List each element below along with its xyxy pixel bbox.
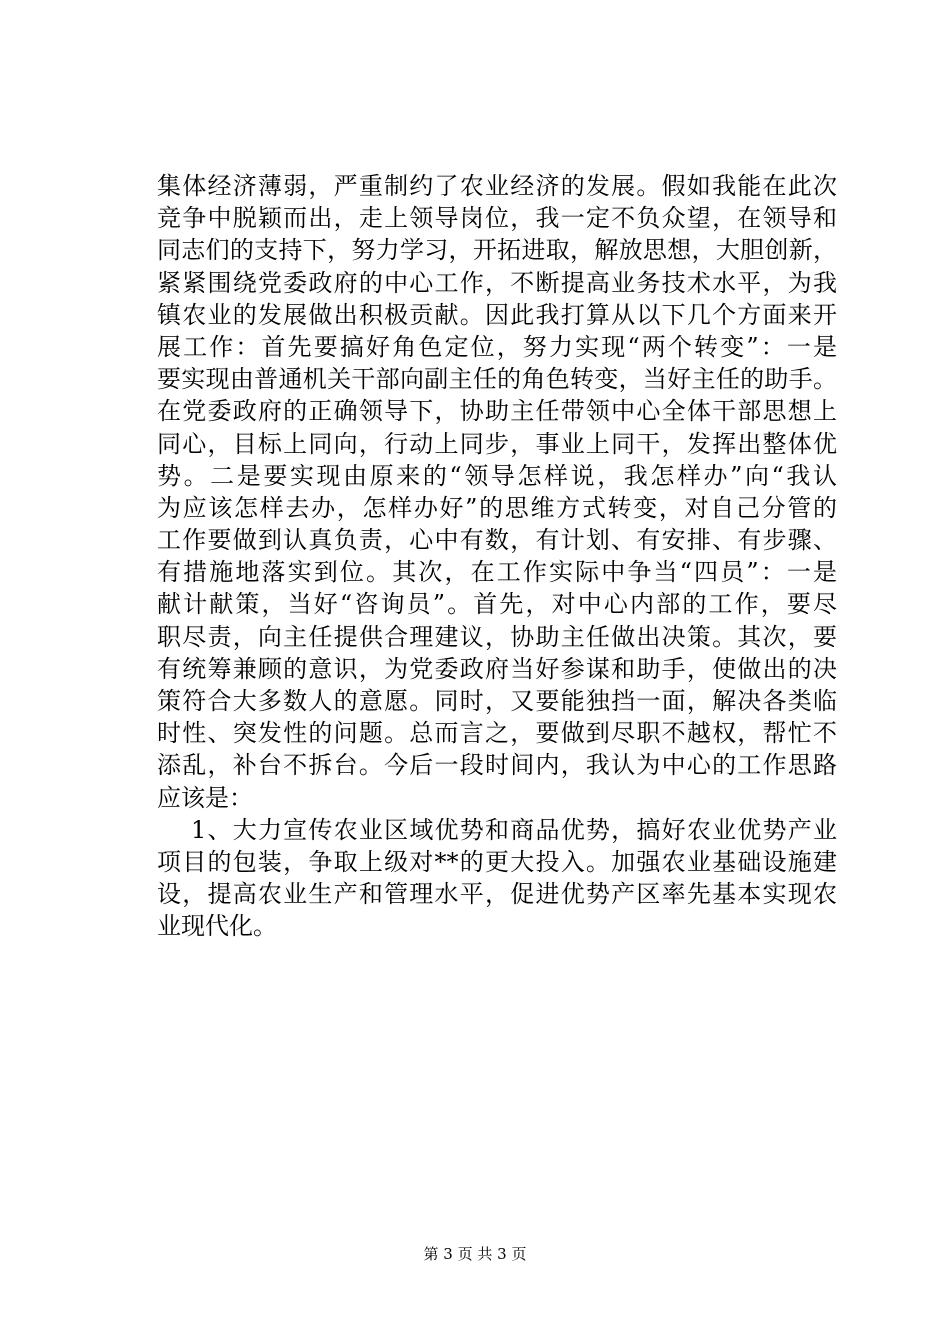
text-line: 应该是： [157,783,253,812]
text-line: 工作要做到认真负责，心中有数，有计划、有安排、有步骤、 [157,526,837,555]
text-line: 要实现由普通机关干部向副主任的角色转变，当好主任的助手。 [157,365,837,394]
text-line: 在党委政府的正确领导下，协助主任带领中心全体干部思想上 [157,397,837,426]
text-line: 势。二是要实现由原来的“领导怎样说，我怎样办”向“我认 [157,461,837,490]
text-line: 1、大力宣传农业区域优势和商品优势，搞好农业优势产业 [191,815,837,844]
page-number: 第 3 页 共 3 页 [423,1245,527,1263]
text-line: 项目的包装，争取上级对**的更大投入。加强农业基础设施建 [157,847,837,876]
text-line: 设，提高农业生产和管理水平，促进优势产区率先基本实现农 [157,880,837,909]
text-line: 集体经济薄弱，严重制约了农业经济的发展。假如我能在此次 [157,172,837,200]
text-line: 献计献策，当好“咨询员”。首先，对中心内部的工作，要尽 [157,590,837,619]
text-line: 添乱，补台不拆台。今后一段时间内，我认为中心的工作思路 [157,751,837,780]
text-line: 紧紧围绕党委政府的中心工作，不断提高业务技术水平，为我 [157,268,837,297]
text-line: 业现代化。 [157,912,277,941]
text-line: 镇农业的发展做出积极贡献。因此我打算从以下几个方面来开 [157,300,837,329]
text-line: 同志们的支持下，努力学习，开拓进取，解放思想，大胆创新， [157,236,837,265]
text-line: 同心，目标上同向，行动上同步，事业上同干，发挥出整体优 [157,429,837,458]
text-line: 有统筹兼顾的意识，为党委政府当好参谋和助手，使做出的决 [157,654,837,683]
text-line: 职尽责，向主任提供合理建议，协助主任做出决策。其次，要 [157,622,837,651]
text-line: 有措施地落实到位。其次，在工作实际中争当“四员”：一是 [157,558,837,587]
text-line: 时性、突发性的问题。总而言之，要做到尽职不越权，帮忙不 [157,719,837,748]
text-line: 竞争中脱颖而出，走上领导岗位，我一定不负众望，在领导和 [157,204,837,233]
body-text [157,170,837,943]
text-line: 为应该怎样去办，怎样办好”的思维方式转变，对自己分管的 [157,493,837,522]
page-footer [0,1244,950,1264]
text-line: 策符合大多数人的意愿。同时，又要能独挡一面，解决各类临 [157,687,837,715]
text-line: 展工作：首先要搞好角色定位，努力实现“两个转变”：一是 [157,332,837,361]
